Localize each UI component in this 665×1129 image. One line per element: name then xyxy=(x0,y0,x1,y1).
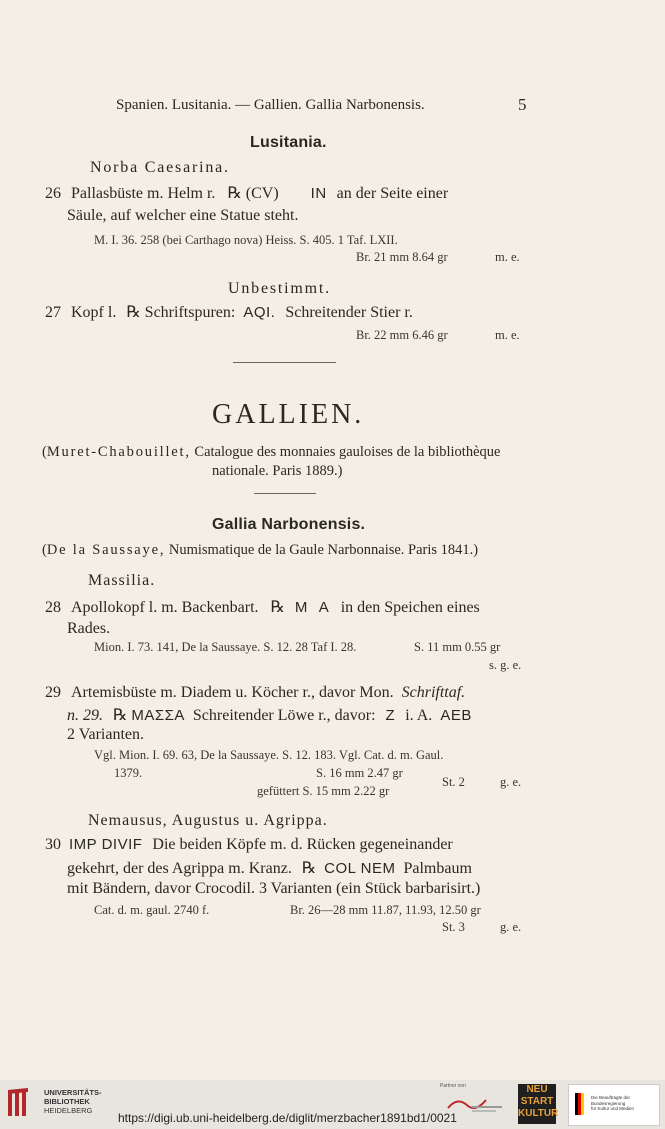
university-library-logo[interactable] xyxy=(6,1086,116,1122)
gallien-reference-line2: nationale. Paris 1889.) xyxy=(212,463,343,479)
eagle-icon xyxy=(575,1093,587,1115)
ub-logo-icon xyxy=(6,1086,34,1120)
entry-29-line1: 29 Artemisbüste m. Diadem u. Köcher r., davor Mon. Schrifttaf. xyxy=(45,684,466,701)
federal-text: Die Beauftragte der Bundesregierung für Kultur und Medien xyxy=(591,1095,635,1111)
coin-legend: Z xyxy=(385,707,396,724)
entry-27-condition: m. e. xyxy=(495,328,520,342)
footer-bar xyxy=(0,1080,665,1129)
section-heading-lusitania: Lusitania. xyxy=(250,134,327,151)
city-unbestimmt: Unbestimmt. xyxy=(228,280,331,297)
page-number: 5 xyxy=(518,95,527,114)
entry-29-condition: g. e. xyxy=(500,775,522,789)
entry-30-line2: gekehrt, der des Agrippa m. Kranz. ℞ COL NEM Palmbaum xyxy=(67,860,472,877)
entry-number: 26 xyxy=(45,185,61,202)
coin-legend: IN xyxy=(310,185,327,202)
entry-29-line2: n. 29. ℞ ΜΑΣΣΑ Schreitender Löwe r., davor: Z i. A. AEB xyxy=(67,707,472,724)
entry-30-st: St. 3 xyxy=(442,920,465,934)
section-divider xyxy=(233,362,336,363)
city-nemausus: Nemausus, Augustus u. Agrippa. xyxy=(88,812,328,829)
permalink-url[interactable]: https://digi.ub.uni-heidelberg.de/diglit/merzbacher1891bd1/0021 xyxy=(118,1111,457,1125)
entry-29-line3: 2 Varianten. xyxy=(67,726,145,743)
entry-30-reference: Cat. d. m. gaul. 2740 f. xyxy=(94,903,210,917)
entry-28-line2: Rades. xyxy=(67,620,111,637)
entry-29-reference: Vgl. Mion. I. 69. 63, De la Saussaye. S. 12. 183. Vgl. Cat. d. m. Gaul. xyxy=(94,748,444,762)
running-title: Spanien. Lusitania. — Gallien. Gallia Narbonensis. xyxy=(116,97,425,113)
entry-26-line2: Säule, auf welcher eine Statue steht. xyxy=(67,207,299,224)
entry-28-condition: s. g. e. xyxy=(489,658,522,672)
entry-number: 27 xyxy=(45,304,61,321)
entry-28-line1: 28 Apollokopf l. m. Backenbart. ℞ M A in den Speichen eines xyxy=(45,599,480,616)
neustart-kultur-logo[interactable]: NEU START KULTUR xyxy=(518,1084,556,1124)
entry-number: 30 xyxy=(45,836,61,853)
entry-27-line1: 27 Kopf l. ℞ Schriftspuren: AQI. Schreitender Stier r. xyxy=(45,304,413,321)
city-norba-caesarina: Norba Caesarina. xyxy=(90,159,230,176)
gallien-reference-line1: (Muret-Chabouillet, Catalogue des monnaies gauloises de la bibliothèque xyxy=(42,444,501,460)
entry-30-line3: mit Bändern, davor Crocodil. 3 Varianten (ein Stück barbarisirt.) xyxy=(67,880,481,897)
entry-number: 29 xyxy=(45,684,61,701)
narbonensis-reference: (De la Saussaye, Numismatique de la Gaule Narbonnaise. Paris 1841.) xyxy=(42,542,479,558)
ub-text: UNIVERSITÄTS- BIBLIOTHEK HEIDELBERG xyxy=(44,1088,102,1115)
coin-legend: ΜΑΣΣΑ xyxy=(131,707,185,724)
entry-26-metadata: Br. 21 mm 8.64 gr xyxy=(356,250,448,264)
coin-legend: IMP DIVIF xyxy=(69,836,143,853)
entry-27-metadata: Br. 22 mm 6.46 gr xyxy=(356,328,448,342)
partner-label: Partner von xyxy=(440,1083,466,1089)
entry-26-line1: 26 Pallasbüste m. Helm r. ℞ (CV) IN an der Seite einer xyxy=(45,185,449,202)
entry-26-condition: m. e. xyxy=(495,250,520,264)
entry-30-line1: 30 IMP DIVIF Die beiden Köpfe m. d. Rücken gegeneinander xyxy=(45,836,453,853)
entry-29-metadata-1: S. 16 mm 2.47 gr xyxy=(316,766,403,780)
coin-legend: AEB xyxy=(440,707,472,724)
entry-29-metadata-2: gefüttert S. 15 mm 2.22 gr xyxy=(257,784,390,798)
coin-legend: AQI. xyxy=(243,304,276,321)
entry-29-reference-cont: 1379. xyxy=(114,766,143,780)
entry-30-condition: g. e. xyxy=(500,920,522,934)
chapter-title-gallien: GALLIEN. xyxy=(212,399,365,430)
partner-logo-icon[interactable] xyxy=(446,1092,508,1118)
entry-28-reference-row: Mion. I. 73. 141, De la Saussaye. S. 12. 28 Taf I. 28. S. 11 mm 0.55 gr xyxy=(94,640,501,654)
federal-government-logo[interactable] xyxy=(568,1084,660,1126)
city-massilia: Massilia. xyxy=(88,572,156,589)
coin-legend: M A xyxy=(294,599,333,616)
entry-30-metadata: Br. 26—28 mm 11.87, 11.93, 12.50 gr xyxy=(290,903,481,917)
entry-29-st: St. 2 xyxy=(442,775,465,789)
section-divider xyxy=(254,493,316,494)
entry-number: 28 xyxy=(45,599,61,616)
section-heading-gallia-narbonensis: Gallia Narbonensis. xyxy=(212,516,366,533)
coin-legend: COL NEM xyxy=(324,860,396,877)
entry-26-reference: M. I. 36. 258 (bei Carthago nova) Heiss. S. 405. 1 Taf. LXII. xyxy=(94,233,398,247)
